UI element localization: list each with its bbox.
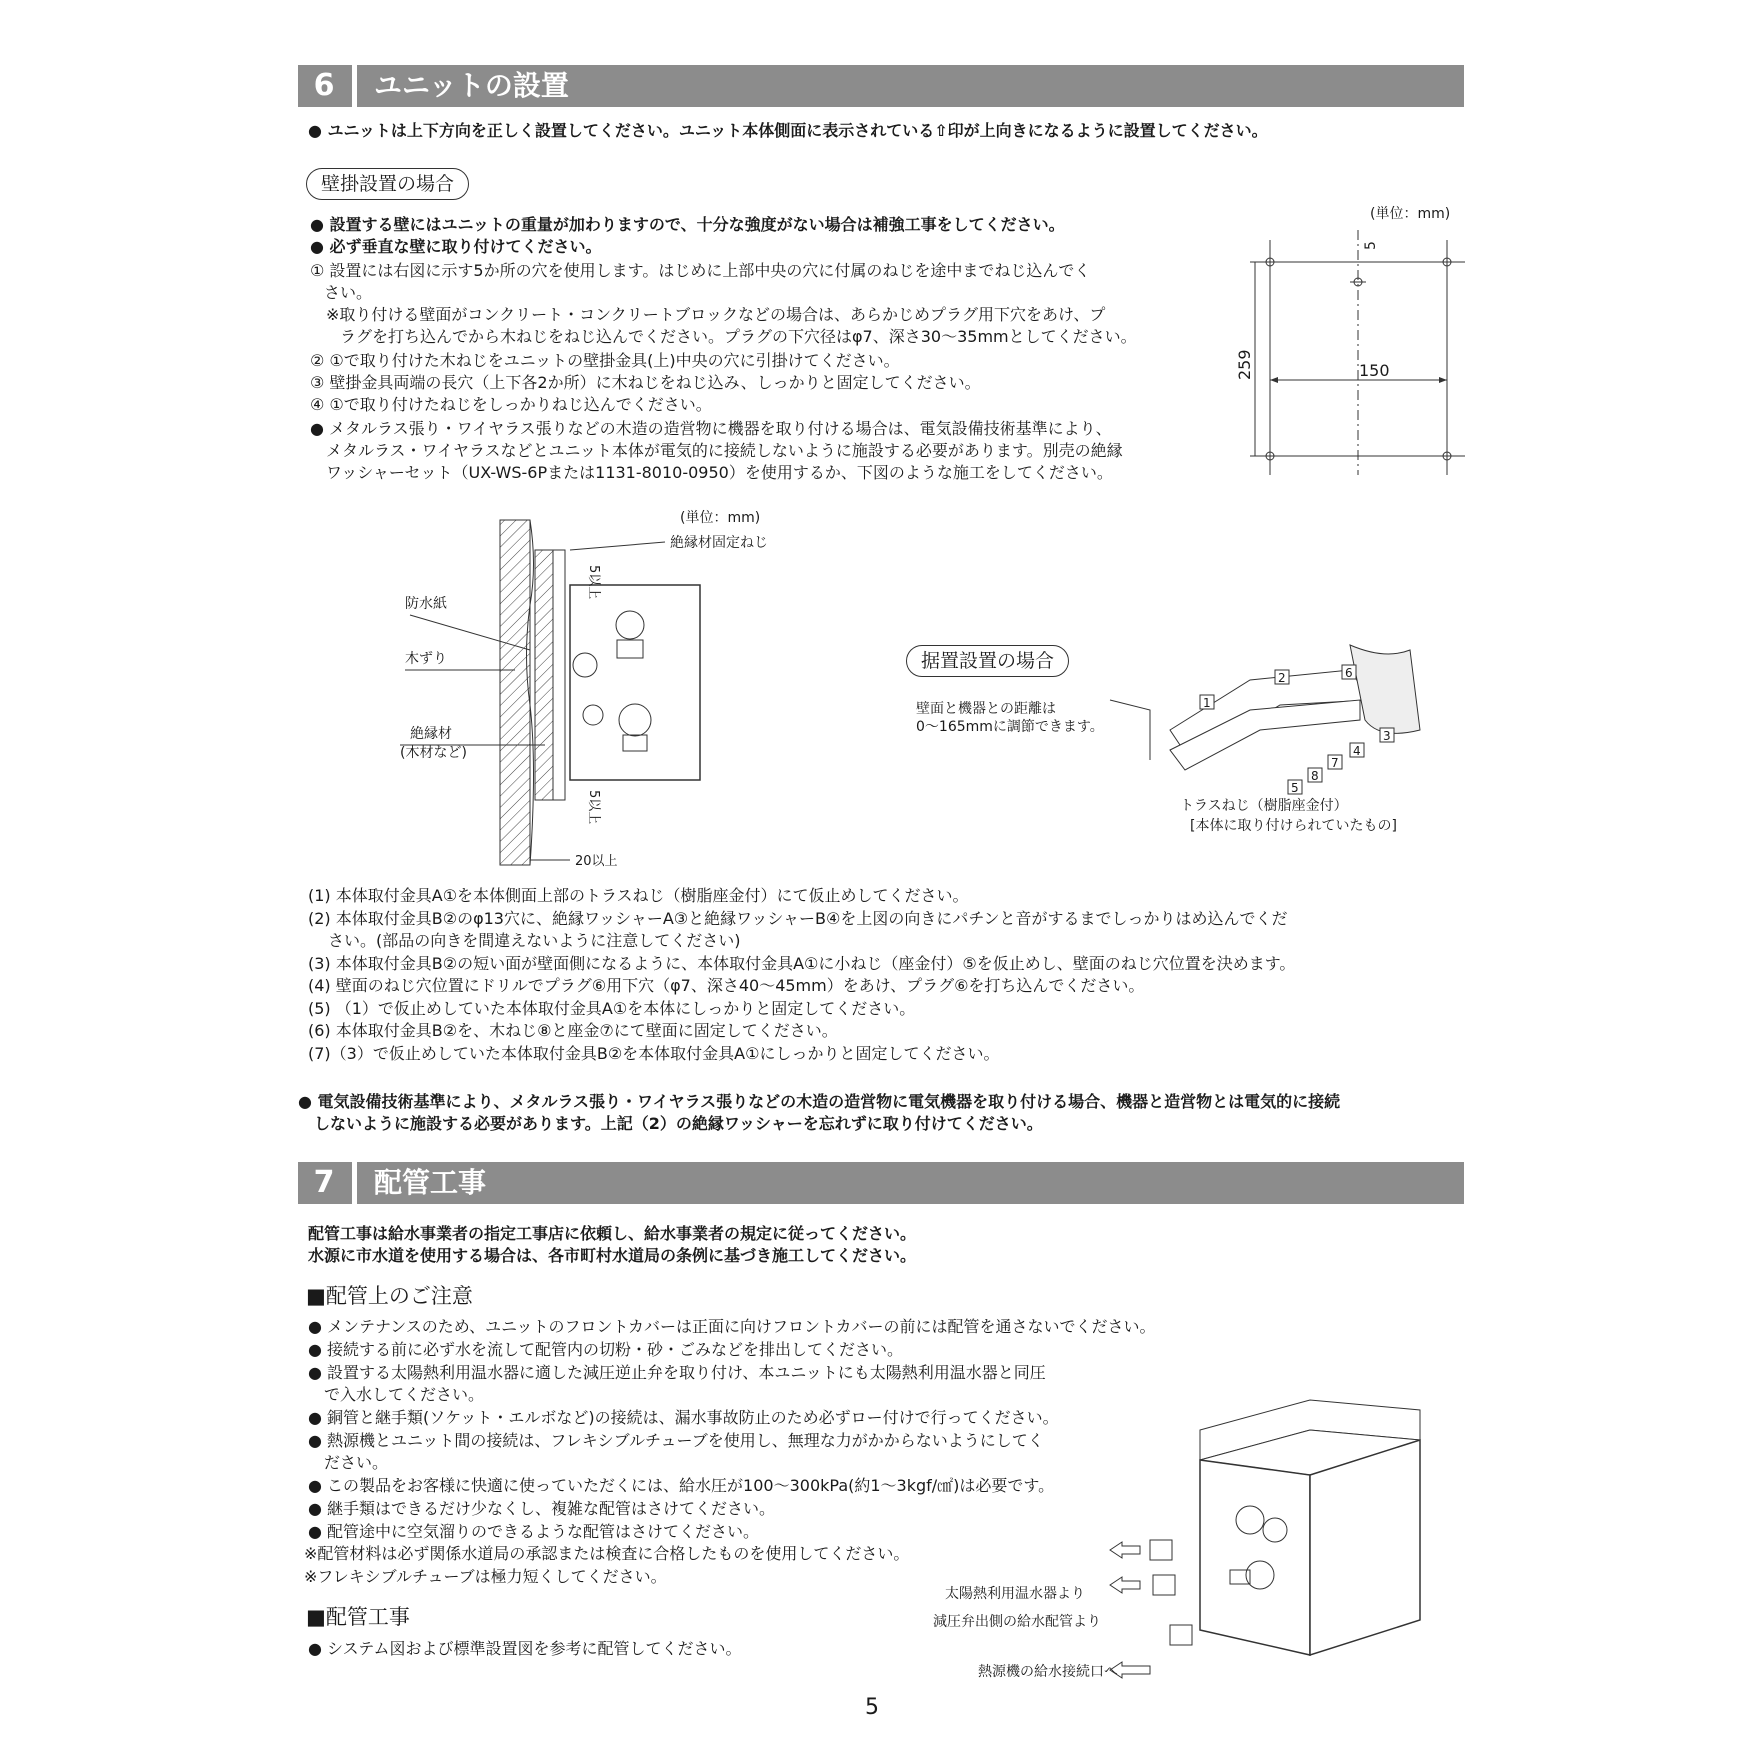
floor-distance-line1: 壁面と機器との距離は <box>916 701 1056 717</box>
gap-side-label: 20以上 <box>575 854 618 869</box>
gap-top-label: 5以上 <box>586 565 601 600</box>
part-3: 3 <box>1383 729 1391 743</box>
wall-line: ① 設置には右図に示す5か所の穴を使用します。はじめに上部中央の穴に付属のねじを途中までねじ込んでく <box>310 261 1091 280</box>
wall-line: メタルラス・ワイヤラスなどとユニット本体が電気的に接続しないように施設する必要があります。別売の絶縁 <box>326 441 1123 460</box>
wall-line: ④ ①で取り付けたねじをしっかりねじ込んでください。 <box>310 395 712 414</box>
insulator-label: 絶縁材 <box>410 726 452 742</box>
caution-line: ● 銅管と継手類(ソケット・エルボなど)の接続は、漏水事故防止のため必ずロー付けで行ってください。 <box>308 1408 1059 1427</box>
pipe-connection-diagram <box>1110 1380 1440 1680</box>
wall-line: ※取り付ける壁面がコンクリート・コンクリートブロックなどの場合は、あらかじめプラグ用下穴をあけ、プ <box>326 305 1106 324</box>
section-6-title: ユニットの設置 <box>374 69 569 102</box>
part-7: 7 <box>1331 756 1339 770</box>
wall-line: ② ①で取り付けた木ねじをユニットの壁掛金具(上)中央の穴に引掛けてください。 <box>310 351 900 370</box>
wall-line: ● メタルラス張り・ワイヤラス張りなどの木造の造営物に機器を取り付ける場合は、電気設備技術基準により、 <box>310 419 1112 438</box>
section-7-title: 配管工事 <box>374 1166 487 1199</box>
section-6-intro: ● ユニットは上下方向を正しく設置してください。ユニット本体側面に表示されている⇧印が上向きになるように設置してください。 <box>308 121 1268 140</box>
hole-unit-label: (単位：mm) <box>1370 206 1451 222</box>
section-7-intro: 配管工事は給水事業者の指定工事店に依頼し、給水事業者の規定に従ってください。 <box>308 1224 917 1243</box>
wall-heading: 壁掛設置の場合 <box>306 168 469 200</box>
part-1: 1 <box>1203 696 1211 710</box>
wall-line: ③ 壁掛金具両端の長穴（上下各2か所）に木ねじをねじ込み、しっかりと固定してください。 <box>310 373 981 392</box>
step-line: さい。(部品の向きを間違えないように注意してください) <box>328 931 741 950</box>
floor-distance-line2: 0～165mmに調節できます。 <box>916 719 1104 735</box>
pipe-label-valve: 減圧弁出側の給水配管より <box>933 1614 1101 1630</box>
page-number: 5 <box>865 1695 879 1720</box>
paper-label: 防水紙 <box>405 596 447 612</box>
wall-line: ● 設置する壁にはユニットの重量が加わりますので、十分な強度がない場合は補強工事をしてください。 <box>310 215 1065 234</box>
work-line: ● システム図および標準設置図を参考に配管してください。 <box>308 1639 742 1658</box>
work-heading: ■配管工事 <box>306 1605 410 1629</box>
caution-line: ● 接続する前に必ず水を流して配管内の切粉・砂・ごみなどを排出してください。 <box>308 1340 904 1359</box>
wall-line: ● 必ず垂直な壁に取り付けてください。 <box>310 237 602 256</box>
wall-mount-diagram <box>395 505 785 875</box>
caution-line: ● この製品をお客様に快適に使っていただくには、給水圧が100～300kPa(約1～3kgf/㎠)は必要です。 <box>308 1476 1055 1495</box>
step-line: (3) 本体取付金具B②の短い面が壁面側になるように、本体取付金具A①に小ねじ（座金付）⑤を仮止めし、壁面のねじ穴位置を決めます。 <box>308 954 1296 973</box>
warning-line: ● 電気設備技術基準により、メタルラス張り・ワイヤラス張りなどの木造の造営物に電気機器を取り付ける場合、機器と造営物とは電気的に接続 <box>298 1092 1341 1111</box>
caution-line: ● 継手類はできるだけ少なくし、複雑な配管はさけてください。 <box>308 1499 776 1518</box>
caution-line: ※配管材料は必ず関係水道局の承認または検査に合格したものを使用してください。 <box>304 1544 910 1563</box>
pipe-label-solar: 太陽熱利用温水器より <box>945 1586 1085 1602</box>
hole-pattern-diagram <box>1230 200 1470 490</box>
step-line: (7)（3）で仮止めしていた本体取付金具B②を本体取付金具A①にしっかりと固定してください。 <box>308 1044 1000 1063</box>
pipe-label-heat: 熱源機の給水接続口へ <box>978 1664 1118 1680</box>
hole-width-label: 150 <box>1359 361 1390 380</box>
insulator-sub-label: (木材など) <box>400 745 467 761</box>
wall-unit-label: (単位：mm) <box>680 510 761 526</box>
caution-heading: ■配管上のご注意 <box>306 1284 473 1308</box>
section-6-number: 6 <box>313 68 335 103</box>
step-line: (5) （1）で仮止めしていた本体取付金具A①を本体にしっかりと固定してください。 <box>308 999 916 1018</box>
caution-line: ● 熱源機とユニット間の接続は、フレキシブルチューブを使用し、無理な力がかからないようにしてく <box>308 1431 1044 1450</box>
section-7-intro: 水源に市水道を使用する場合は、各市町村水道局の条例に基づき施工してください。 <box>308 1246 917 1265</box>
truss-line2: [本体に取り付けられていたもの] <box>1190 818 1397 834</box>
wall-line: ラグを打ち込んでから木ねじをねじ込んでください。プラグの下穴径はφ7、深さ30～35mmとしてください。 <box>340 327 1137 346</box>
truss-line1: トラスねじ（樹脂座金付） <box>1180 798 1348 814</box>
section-6-divider <box>352 65 357 107</box>
step-line: (6) 本体取付金具B②を、木ねじ⑧と座金⑦にて壁面に固定してください。 <box>308 1021 838 1040</box>
caution-line: ● メンテナンスのため、ユニットのフロントカバーは正面に向けフロントカバーの前には配管を通さないでください。 <box>308 1317 1156 1336</box>
caution-line: で入水してください。 <box>324 1385 485 1404</box>
wall-line: ワッシャーセット（UX-WS-6Pまたは1131-8010-0950）を使用するか、下図のような施工をしてください。 <box>326 463 1113 482</box>
section-6-header <box>298 65 1464 107</box>
screw-label: 絶縁材固定ねじ <box>670 535 768 551</box>
gap-bottom-label: 5以上 <box>586 790 601 825</box>
section-7-header <box>298 1162 1464 1204</box>
floor-heading: 据置設置の場合 <box>906 645 1069 677</box>
caution-line: ※フレキシブルチューブは極力短くしてください。 <box>304 1567 667 1586</box>
part-5: 5 <box>1291 781 1299 795</box>
caution-line: ● 設置する太陽熱利用温水器に適した減圧逆止弁を取り付け、本ユニットにも太陽熱利用温水器と同圧 <box>308 1363 1046 1382</box>
part-2: 2 <box>1278 671 1286 685</box>
caution-line: ● 配管途中に空気溜りのできるような配管はさけてください。 <box>308 1522 760 1541</box>
floor-mount-diagram <box>1110 640 1430 840</box>
warning-line: しないように施設する必要があります。上記（2）の絶縁ワッシャーを忘れずに取り付けてください。 <box>314 1114 1043 1133</box>
step-line: (4) 壁面のねじ穴位置にドリルでプラグ⑥用下穴（φ7、深さ40～45mm）をあけ、プラグ⑥を打ち込んでください。 <box>308 976 1145 995</box>
hole-height-label: 259 <box>1235 349 1254 380</box>
section-7-divider <box>352 1162 357 1204</box>
part-4: 4 <box>1353 744 1361 758</box>
part-6: 6 <box>1345 666 1353 680</box>
wall-line: さい。 <box>324 283 373 302</box>
hole-top-label: 5 <box>1363 241 1379 250</box>
step-line: (1) 本体取付金具A①を本体側面上部のトラスねじ（樹脂座金付）にて仮止めしてください。 <box>308 886 969 905</box>
section-7-number: 7 <box>313 1165 335 1200</box>
step-line: (2) 本体取付金具B②のφ13穴に、絶縁ワッシャーA③と絶縁ワッシャーB④を上図の向きにパチンと音がするまでしっかりはめ込んでくだ <box>308 909 1288 928</box>
part-8: 8 <box>1311 769 1319 783</box>
caution-line: ださい。 <box>324 1453 389 1472</box>
lath-label: 木ずり <box>405 651 447 667</box>
